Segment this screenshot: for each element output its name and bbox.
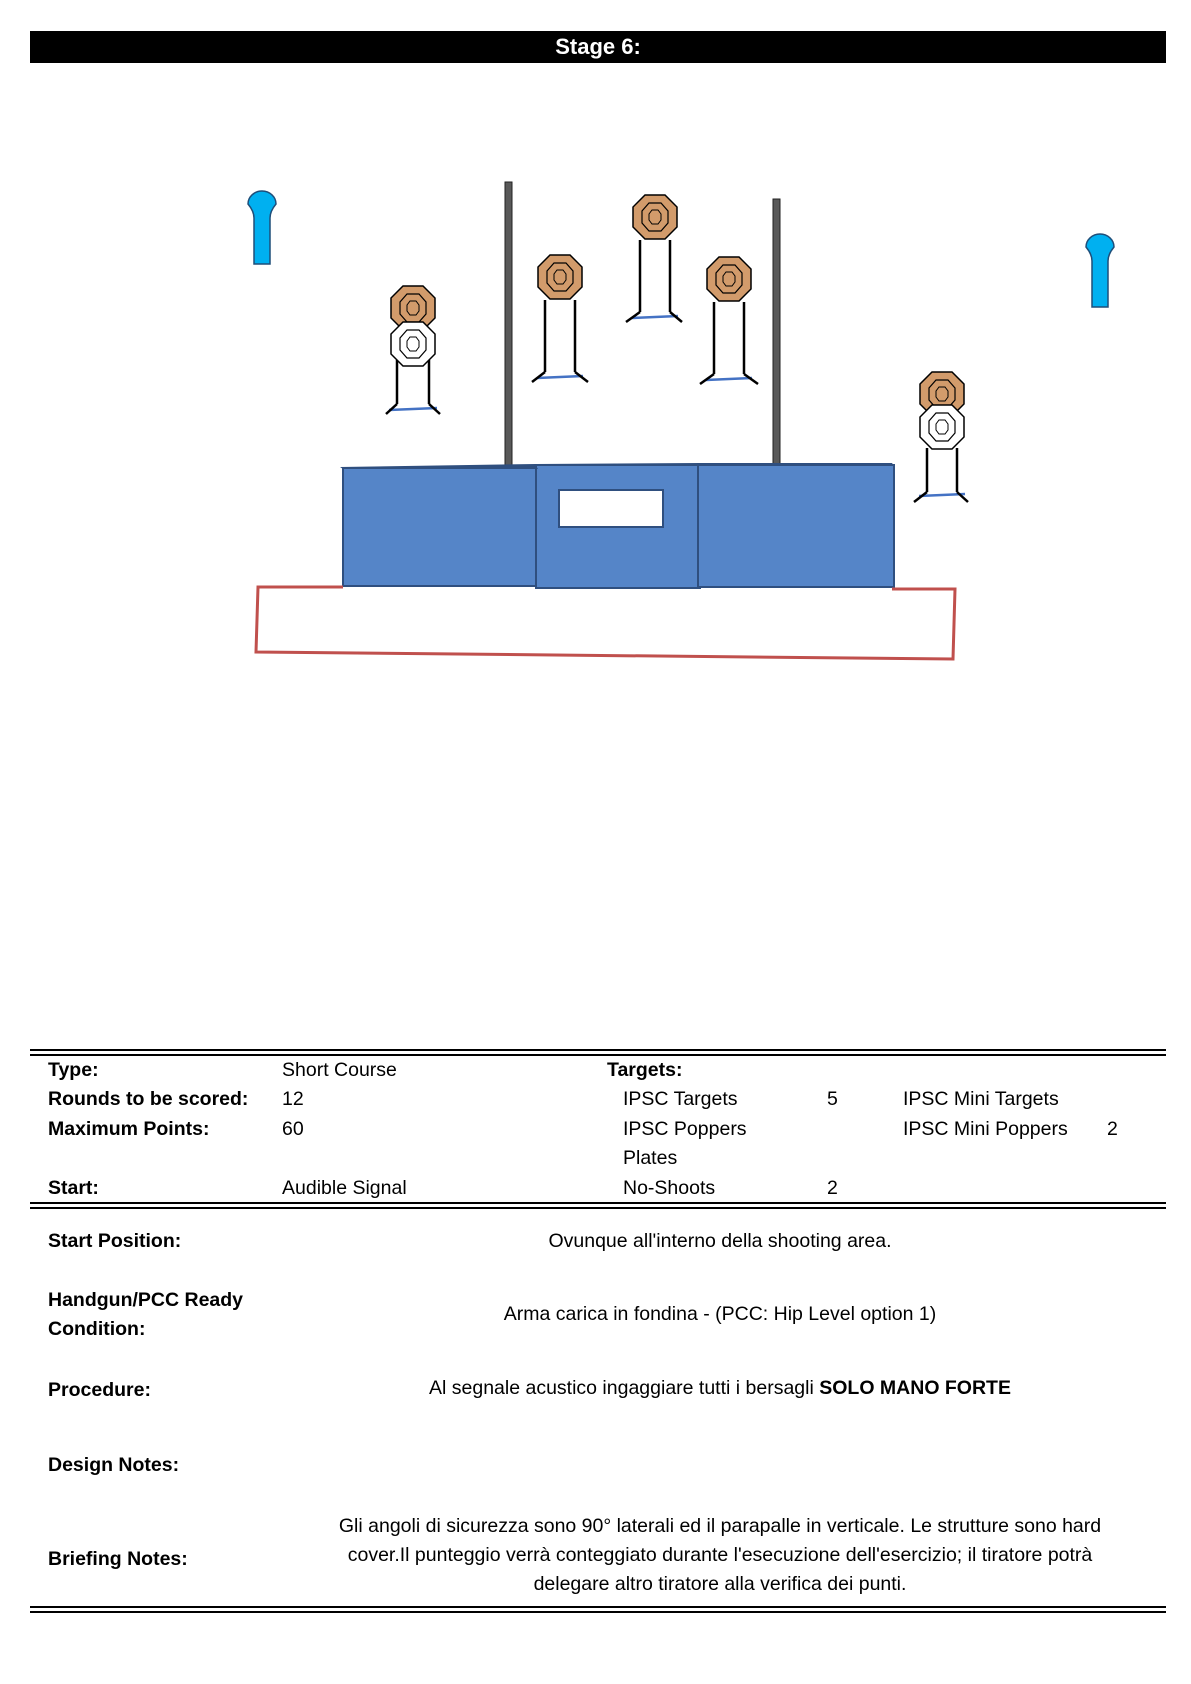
briefing-notes-value [290,1512,1150,1599]
no-shoot-1 [391,322,435,366]
rule-mid-1 [30,1202,1166,1204]
barricade [340,463,894,588]
briefing-notes-label: Briefing Notes: [48,1548,188,1570]
shooting-area [256,587,955,659]
targets-heading: Targets: [607,1059,683,1081]
ipsc-target-2 [538,255,582,299]
no-shoots-label: No-Shoots [623,1177,716,1199]
type-value: Short Course [282,1059,397,1081]
ipsc-targets-count: 5 [827,1088,838,1110]
popper-left [248,191,276,264]
target-stands [386,240,968,502]
rule-bottom-1 [30,1606,1166,1608]
mini-poppers-label: IPSC Mini Poppers [903,1118,1068,1140]
briefing-line-1: Gli angoli di sicurezza sono 90° laterali ed il parapalle in verticale. Le strutture sono hard [338,1515,1102,1537]
ready-label-line1: Handgun/PCC Ready [48,1289,244,1311]
wall-pole-right [773,199,780,471]
plates-label: Plates [623,1147,678,1169]
ready-value: Arma carica in fondina - (PCC: Hip Level option 1) [503,1303,937,1325]
procedure-emphasis: SOLO MANO FORTE [819,1377,1011,1399]
start-label: Start: [48,1177,99,1199]
procedure-text: Al segnale acustico ingaggiare tutti i bersagli [429,1377,820,1399]
points-value: 60 [282,1118,304,1140]
ready-label-line2: Condition: [48,1318,146,1340]
ipsc-target-4 [707,257,751,301]
mini-targets-label: IPSC Mini Targets [903,1088,1059,1110]
procedure-label: Procedure: [48,1379,151,1401]
start-position-value: Ovunque all'interno della shooting area. [548,1230,892,1252]
no-shoots-count: 2 [827,1177,838,1199]
start-value: Audible Signal [282,1177,407,1199]
ipsc-target-3 [633,195,677,239]
wall-pole-left [505,182,512,472]
no-shoot-2 [920,405,964,449]
rule-bottom-2 [30,1611,1166,1613]
stage-diagram [0,0,1191,700]
procedure-value [290,1374,1150,1403]
ipsc-poppers-label: IPSC Poppers [623,1118,747,1140]
mini-poppers-count: 2 [1107,1118,1118,1140]
rule-top-2 [30,1054,1166,1056]
ipsc-targets-label: IPSC Targets [623,1088,738,1110]
briefing-line-3: delegare altro tiratore alla verifica dei punti. [533,1573,907,1595]
type-label: Type: [48,1059,99,1081]
popper-right [1086,234,1114,307]
rounds-label: Rounds to be scored: [48,1088,249,1110]
start-position-label: Start Position: [48,1230,182,1252]
design-notes-label: Design Notes: [48,1454,180,1476]
barricade-window [559,490,663,527]
rule-top-1 [30,1049,1166,1051]
rounds-value: 12 [282,1088,304,1110]
rule-mid-2 [30,1207,1166,1209]
points-label: Maximum Points: [48,1118,210,1140]
briefing-line-2: cover.Il punteggio verrà conteggiato durante l'esecuzione dell'esercizio; il tiratore potrà [347,1544,1093,1566]
stage-title: Stage 6: [30,31,1166,63]
